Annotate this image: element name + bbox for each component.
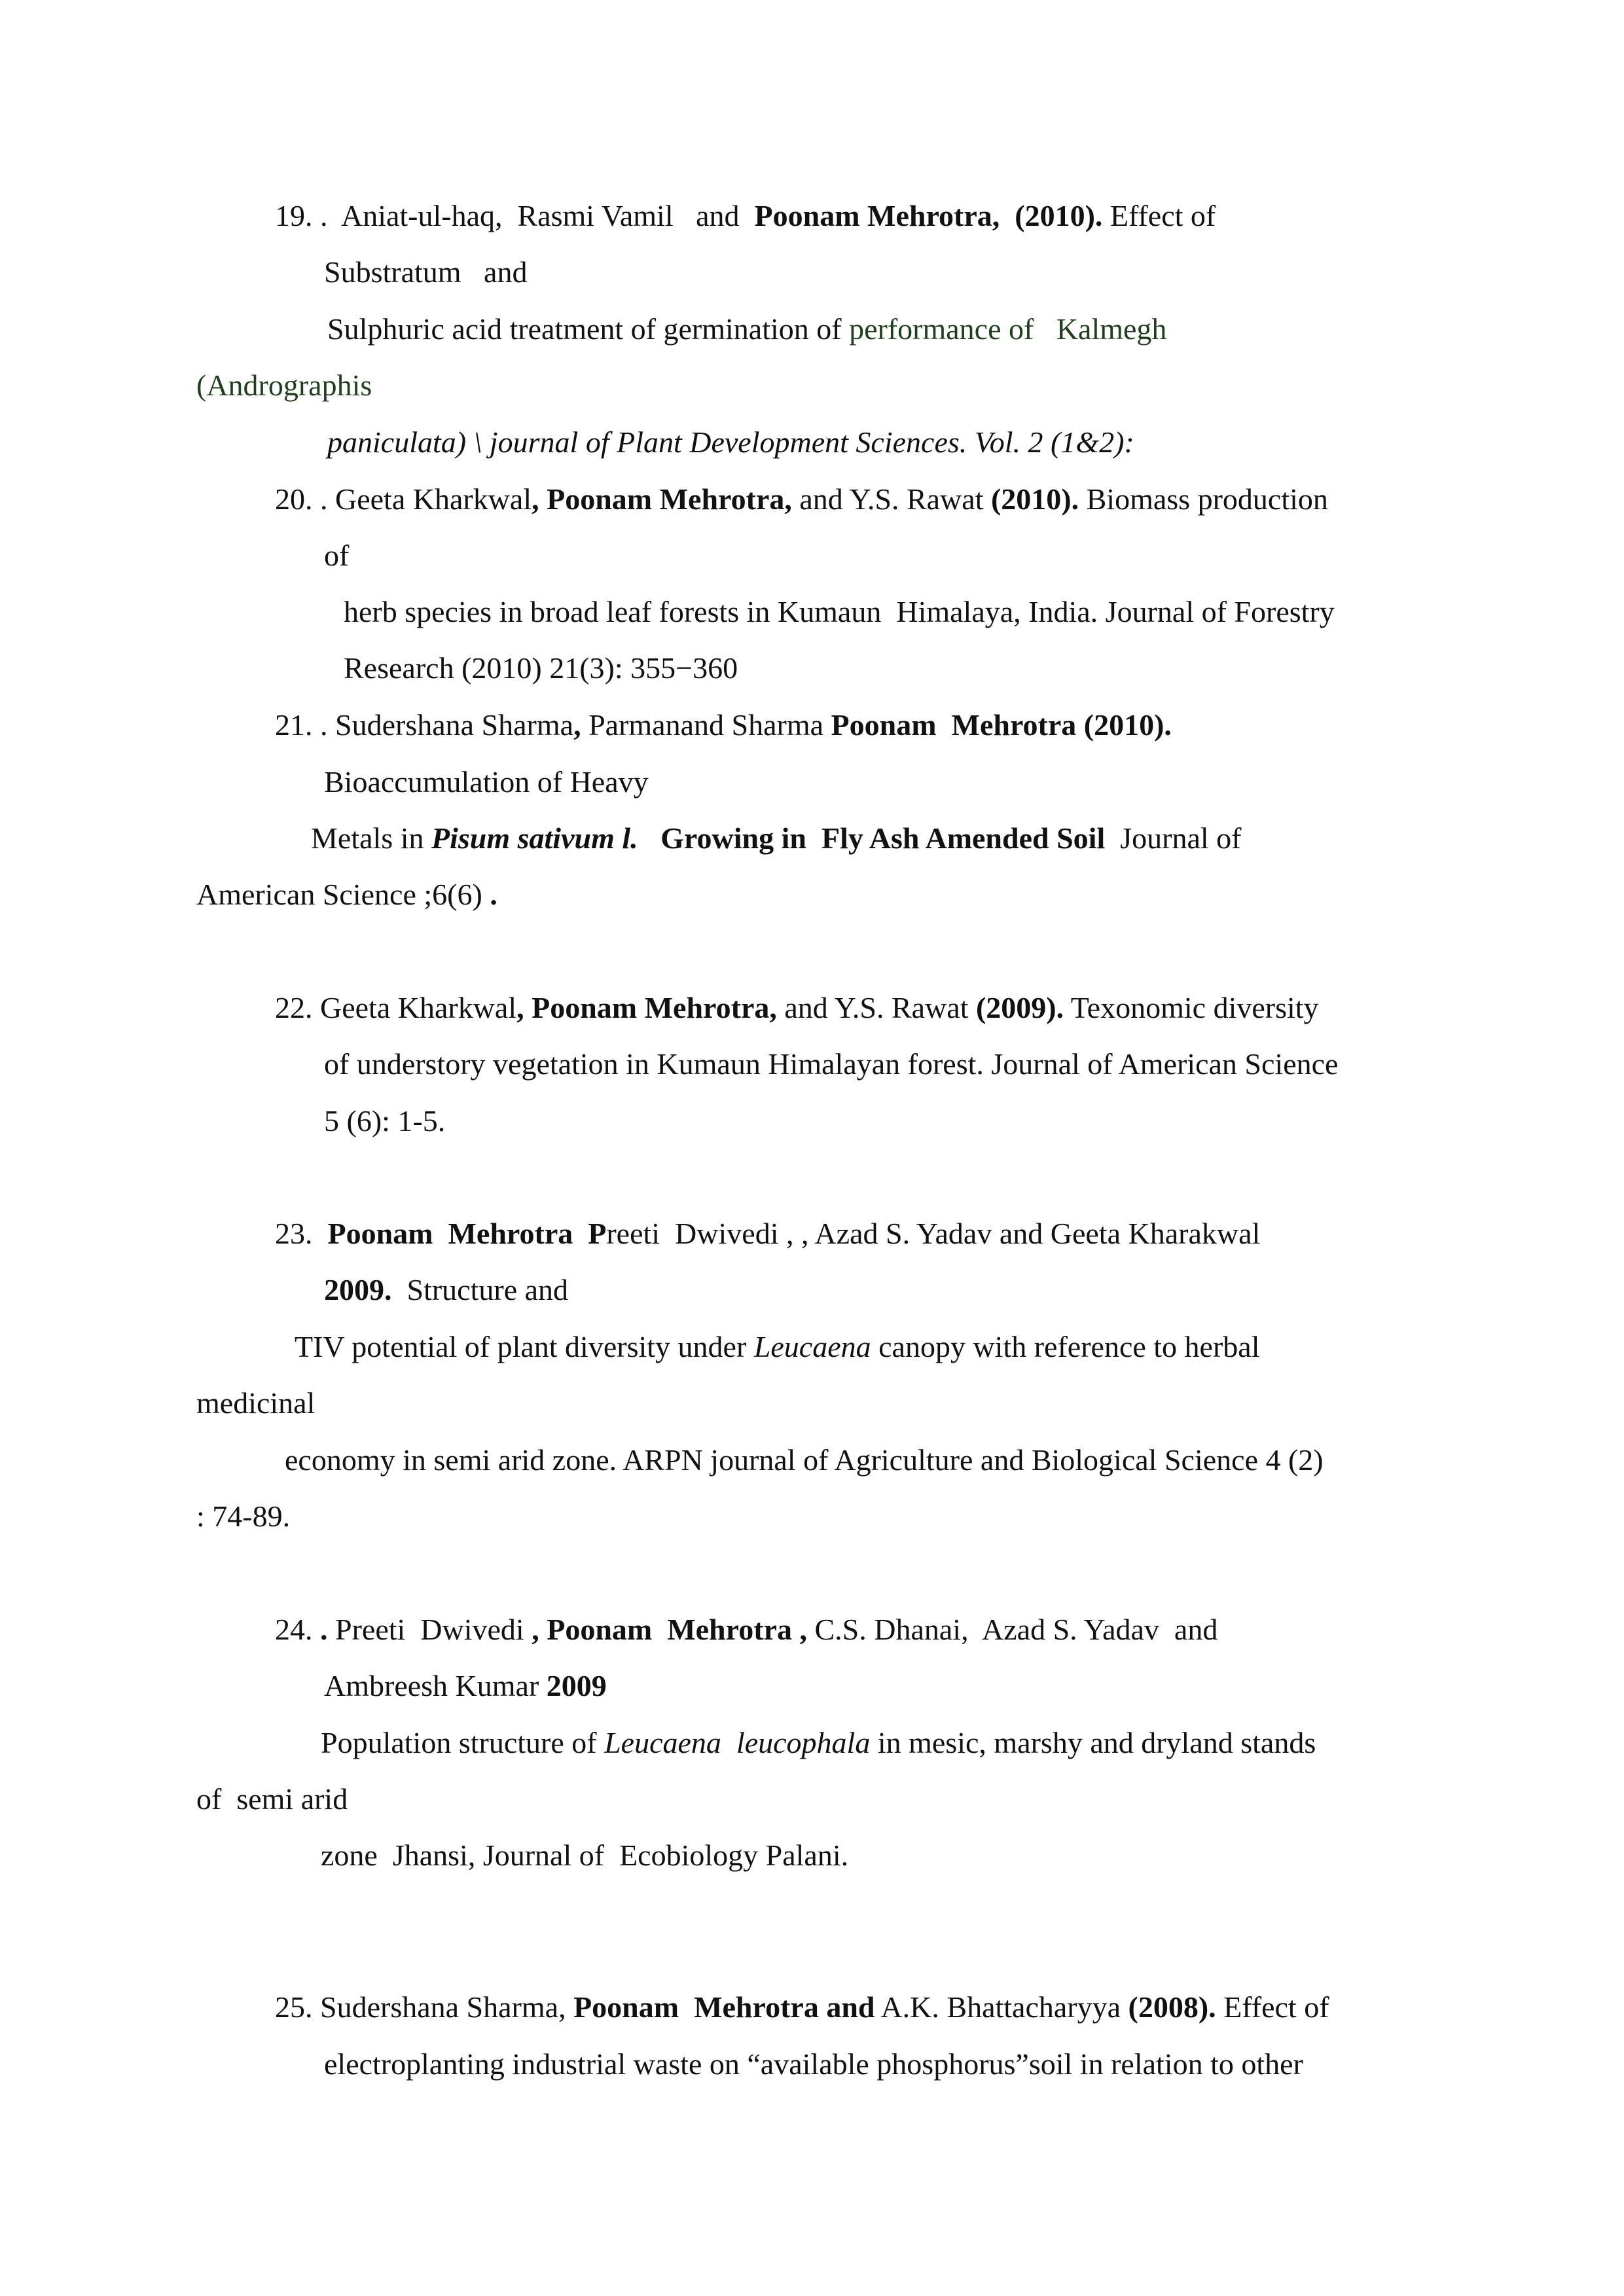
ref24-line1: 24. . Preeti Dwivedi , Poonam Mehrotra , C.S. Dhanai, Azad S. Yadav and [275, 1613, 1218, 1646]
author-highlight: , Poonam Mehrotra , [532, 1613, 807, 1646]
ref23-line3: TIV potential of plant diversity under Leucaena canopy with reference to herbal [295, 1330, 1260, 1363]
ref19-line3: Sulphuric acid treatment of germination of performance of Kalmegh [327, 312, 1167, 346]
ref23-line6: : 74-89. [196, 1499, 291, 1533]
author-highlight: Poonam Mehrotra (2010). [831, 708, 1172, 742]
ref21-line4: American Science ;6(6) . [196, 878, 497, 911]
ref24-line3: Population structure of Leucaena leucophala in mesic, marshy and dryland stands [321, 1726, 1316, 1759]
ref24-number: 24. [275, 1613, 313, 1646]
author-highlight: , Poonam Mehrotra, [516, 991, 777, 1024]
ref25-number: 25. [275, 1990, 313, 2024]
ref19-line2: Substratum and [324, 255, 528, 289]
ref22-number: 22. [275, 991, 313, 1024]
ref19-line5: paniculata) \ journal of Plant Development Sciences. Vol. 2 (1&2): [327, 425, 1134, 459]
author-highlight: Poonam Mehrotra and [573, 1990, 875, 2024]
ref21-line3: Metals in Pisum sativum l. Growing in Fly Ash Amended Soil Journal of [311, 821, 1242, 855]
ref19-number: 19. . [275, 199, 328, 232]
ref23-line5: economy in semi arid zone. ARPN journal of Agriculture and Biological Science 4 (2) [285, 1443, 1324, 1477]
species-name: Pisum sativum l. [431, 821, 638, 855]
ref20-line2: of [324, 539, 350, 572]
ref20-line4: Research (2010) 21(3): 355−360 [344, 651, 738, 685]
ref22-line2: of understory vegetation in Kumaun Himalayan forest. Journal of American Science [324, 1047, 1339, 1081]
species-name: Leucaena [753, 1330, 871, 1363]
species-name: Leucaena leucophala [604, 1726, 871, 1759]
ref21-line2: Bioaccumulation of Heavy [324, 765, 649, 798]
ref20-number: 20. . [275, 482, 328, 516]
author-highlight: , Poonam Mehrotra, [532, 482, 792, 516]
ref23-number: 23. [275, 1217, 313, 1250]
ref21-number: 21. . [275, 708, 328, 742]
ref24-line5: zone Jhansi, Journal of Ecobiology Palani. [321, 1839, 849, 1872]
ref23-line1: 23. Poonam Mehrotra Preeti Dwivedi , , Azad S. Yadav and Geeta Kharakwal [275, 1217, 1261, 1250]
ref19-line1: 19. . Aniat-ul-haq, Rasmi Vamil and Poonam Mehrotra, (2010). Effect of [275, 199, 1216, 232]
ref23-line2: 2009. Structure and [324, 1273, 569, 1306]
ref21-line1: 21. . Sudershana Sharma, Parmanand Sharma Poonam Mehrotra (2010). [275, 708, 1172, 742]
ref19-line4: (Andrographis [196, 368, 372, 402]
ref25-line1: 25. Sudershana Sharma, Poonam Mehrotra and A.K. Bhattacharyya (2008). Effect of [275, 1990, 1329, 2024]
ref22-line1: 22. Geeta Kharkwal, Poonam Mehrotra, and Y.S. Rawat (2009). Texonomic diversity [275, 991, 1319, 1024]
ref23-line4: medicinal [196, 1386, 316, 1420]
ref25-line2: electroplanting industrial waste on “available phosphorus”soil in relation to other [324, 2047, 1303, 2081]
author-highlight: Poonam Mehrotra P [312, 1217, 607, 1250]
ref20-line1: 20. . Geeta Kharkwal, Poonam Mehrotra, and Y.S. Rawat (2010). Biomass production [275, 482, 1328, 516]
ref24-line2: Ambreesh Kumar 2009 [324, 1669, 607, 1702]
author-highlight: Poonam Mehrotra, (2010). [754, 199, 1103, 232]
ref24-line4: of semi arid [196, 1782, 348, 1816]
ref22-line3: 5 (6): 1-5. [324, 1104, 446, 1138]
ref20-line3: herb species in broad leaf forests in Kumaun Himalaya, India. Journal of Forestry [344, 595, 1335, 628]
